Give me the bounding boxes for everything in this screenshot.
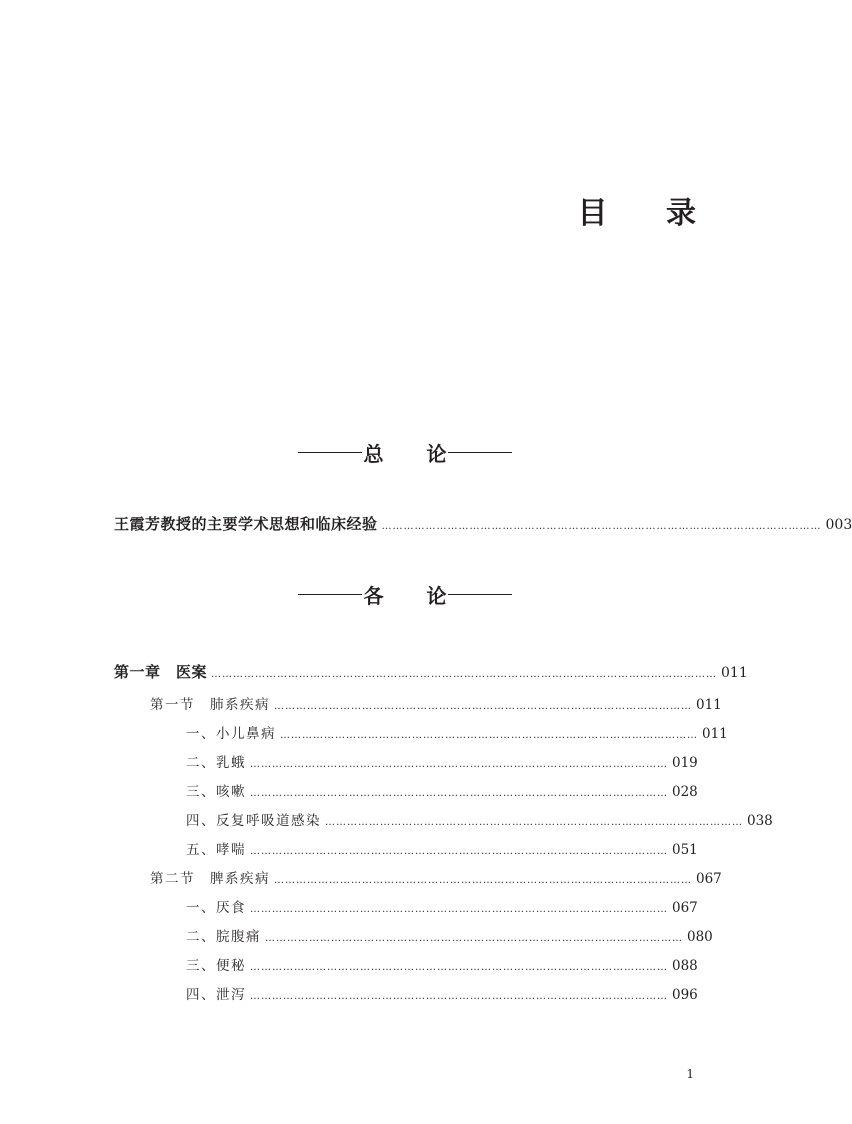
heading-rule-left (298, 452, 362, 453)
toc-entry-page: 011 (702, 726, 728, 742)
toc-entry-label: 三、咳嗽 (186, 784, 246, 800)
toc-entry-label: 第二节 脾系疾病 (150, 871, 270, 887)
toc-entry-page: 067 (696, 871, 722, 887)
dot-leader: …………………………………………………………………………………………………… (250, 846, 668, 857)
toc-subentry[interactable] (186, 954, 696, 974)
section-label-general: 总 论 (363, 441, 465, 466)
toc-entry-label: 三、便秘 (186, 958, 246, 974)
toc-section-entry[interactable] (150, 867, 722, 887)
section-heading-specific (298, 579, 512, 609)
dot-leader: …………………………………………………………………………………………………… (250, 759, 668, 770)
toc-entry-page: 067 (672, 900, 698, 916)
toc-subentry[interactable] (186, 722, 728, 742)
toc-entry-page: 028 (672, 784, 698, 800)
toc-subentry[interactable] (186, 809, 773, 829)
toc-subentry[interactable] (186, 751, 696, 771)
dot-leader: …………………………………………………………………………………………………… (250, 904, 668, 915)
toc-entry-label: 二、脘腹痛 (186, 929, 261, 945)
page-title: 目 录 (577, 196, 720, 231)
toc-entry-page: 051 (672, 842, 698, 858)
toc-entry-label: 一、小儿鼻病 (186, 726, 276, 742)
toc-chapter-label: 第一章 医案 (114, 663, 208, 681)
toc-entry-general[interactable] (114, 513, 852, 533)
section-heading-general (298, 437, 512, 467)
toc-entry-page: 019 (672, 755, 698, 771)
toc-subentry[interactable] (186, 838, 696, 858)
heading-rule-right (448, 594, 512, 595)
dot-leader: …………………………………………………………………………………………………… (274, 701, 692, 712)
section-label-specific: 各 论 (363, 583, 465, 608)
toc-entry-label: 二、乳蛾 (186, 755, 246, 771)
toc-entry-page: 038 (747, 813, 773, 829)
toc-entry-page: 011 (696, 697, 722, 713)
dot-leader: …………………………………………………………………………………………………… (250, 991, 668, 1002)
dot-leader: …………………………………………………………………………………………………… (265, 933, 683, 944)
dot-leader: …………………………………………………………………………………………………… (250, 788, 668, 799)
toc-chapter-page: 011 (721, 665, 748, 681)
dot-leader: …………………………………………………………………………………………………… (325, 817, 743, 828)
heading-rule-right (448, 452, 512, 453)
footer-page-number: 1 (686, 1067, 694, 1081)
toc-entry-label: 四、泄泻 (186, 987, 246, 1003)
dot-leader: …………………………………………………………………………………………………… (250, 962, 668, 973)
toc-chapter-1[interactable] (114, 661, 748, 681)
toc-subentry[interactable] (186, 896, 696, 916)
toc-subentry[interactable] (186, 925, 713, 945)
dot-leader: …………………………………………………………………………………………………… (280, 730, 698, 741)
toc-entry-label: 五、哮喘 (186, 842, 246, 858)
heading-rule-left (298, 594, 362, 595)
toc-subentry[interactable] (186, 780, 696, 800)
toc-entry-label: 第一节 肺系疾病 (150, 697, 270, 713)
toc-entry-page: 096 (672, 987, 698, 1003)
dot-leader: ………………………………………………………………………………………………………………………… (211, 669, 718, 680)
toc-entry-label: 一、厌食 (186, 900, 246, 916)
toc-entry-page: 088 (672, 958, 698, 974)
toc-entry-page: 003 (825, 517, 852, 533)
dot-leader: ………………………………………………………………………………………………………… (381, 521, 822, 532)
toc-entry-label: 王霞芳教授的主要学术思想和临床经验 (114, 515, 378, 533)
toc-entry-label: 四、反复呼吸道感染 (186, 813, 321, 829)
toc-subentry[interactable] (186, 983, 696, 1003)
dot-leader: …………………………………………………………………………………………………… (274, 875, 692, 886)
toc-entry-page: 080 (687, 929, 713, 945)
toc-section-entry[interactable] (150, 693, 722, 713)
